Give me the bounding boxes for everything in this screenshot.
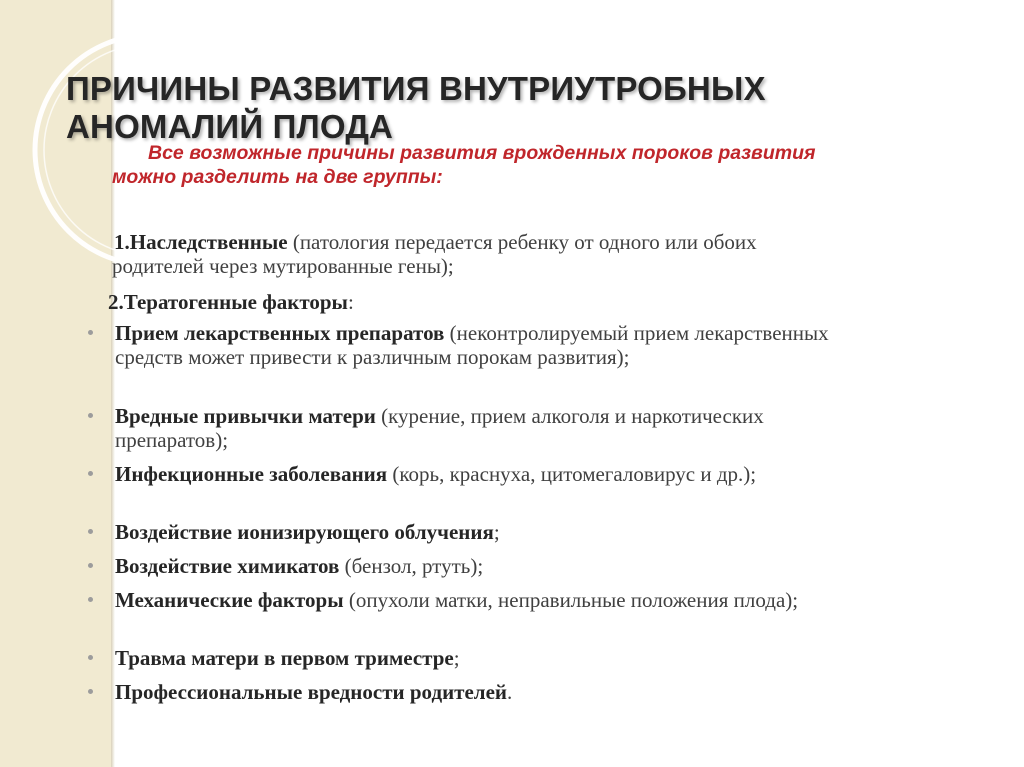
item-text: ; bbox=[493, 520, 500, 544]
item-text: (бензол, ртуть); bbox=[339, 554, 484, 578]
group-text: : bbox=[347, 290, 354, 314]
item-label: Воздействие химикатов bbox=[115, 554, 340, 578]
title-line-2: АНОМАЛИЙ ПЛОДА bbox=[66, 108, 394, 145]
item-label: Инфекционные заболевания bbox=[115, 462, 388, 486]
group-hereditary bbox=[112, 230, 832, 278]
list-item bbox=[115, 554, 835, 578]
list-item bbox=[115, 588, 895, 612]
item-text: . bbox=[507, 680, 513, 704]
bullet-icon bbox=[88, 655, 93, 660]
bullet-icon bbox=[88, 330, 93, 335]
item-label: Травма матери в первом триместре bbox=[115, 646, 454, 670]
item-text: (корь, краснуха, цитомегаловирус и др.); bbox=[387, 462, 757, 486]
item-text: (опухоли матки, неправильные положения плода); bbox=[343, 588, 799, 612]
list-item bbox=[115, 404, 835, 452]
bullet-icon bbox=[88, 413, 93, 418]
item-label: Профессиональные вредности родителей bbox=[115, 680, 508, 704]
item-text: (курение, прием алкоголя и наркотических препаратов); bbox=[115, 404, 764, 452]
bullet-icon bbox=[88, 689, 93, 694]
item-label: Механические факторы bbox=[115, 588, 344, 612]
slide-title bbox=[66, 70, 866, 146]
bullet-icon bbox=[88, 529, 93, 534]
group-label: 2.Тератогенные факторы bbox=[108, 290, 348, 314]
list-item bbox=[115, 462, 875, 486]
item-label: Воздействие ионизирующего облучения bbox=[115, 520, 494, 544]
group-teratogenic bbox=[108, 290, 828, 314]
list-item bbox=[115, 646, 835, 670]
list-item bbox=[115, 520, 835, 544]
group-text: (патология передается ребенку от одного или обоих родителей через мутированные гены); bbox=[112, 230, 757, 278]
bullet-icon bbox=[88, 563, 93, 568]
list-item bbox=[115, 321, 835, 369]
item-label: Прием лекарственных препаратов bbox=[115, 321, 445, 345]
group-label: 1.Наследственные bbox=[114, 230, 288, 254]
bullet-icon bbox=[88, 471, 93, 476]
title-line-1: ПРИЧИНЫ РАЗВИТИЯ ВНУТРИУТРОБНЫХ bbox=[66, 70, 766, 107]
slide-subtitle: Все возможные причины развития врожденных пороков развития можно разделить на две группы: bbox=[112, 142, 816, 188]
list-item bbox=[115, 680, 835, 704]
item-text: ; bbox=[453, 646, 460, 670]
item-text: (неконтролируемый прием лекарственных средств может привести к различным порокам развития); bbox=[115, 321, 829, 369]
bullet-icon bbox=[88, 597, 93, 602]
item-label: Вредные привычки матери bbox=[115, 404, 376, 428]
